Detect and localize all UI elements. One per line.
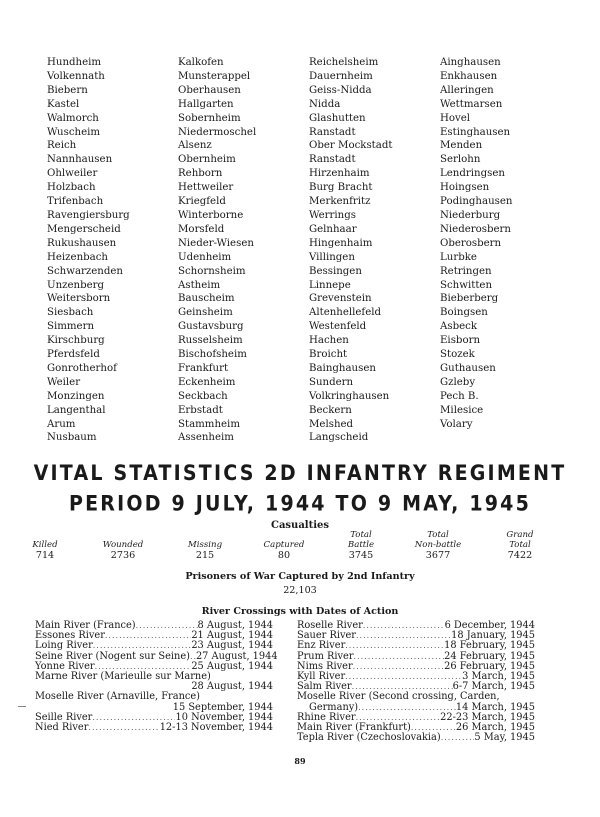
town-name: Munsterappel	[178, 70, 251, 82]
town-name: Niedermoschel	[178, 126, 257, 138]
town-name: Rukushausen	[47, 237, 117, 249]
river-date: 15 September, 1944	[172, 701, 273, 713]
town-name: Morsfeld	[178, 223, 225, 235]
town-name: Simmern	[47, 321, 95, 333]
town-name: Russelsheim	[178, 335, 243, 347]
town-name: Milesice	[440, 404, 484, 416]
river-date: 10 November, 1944	[175, 711, 273, 723]
river-name: Seine River (Nogent sur Seine)	[35, 650, 190, 662]
town-name: Beckern	[309, 404, 352, 416]
leader-dots	[356, 631, 451, 641]
town-name: Hettweiler	[178, 182, 234, 194]
leader-dots	[136, 621, 198, 631]
town-name: Ravengiersburg	[47, 209, 130, 221]
river-date: 27 August, 1944	[195, 650, 278, 662]
town-name: Bischofsheim	[178, 349, 247, 361]
town-name: Unzenberg	[47, 279, 105, 291]
casualty-label	[398, 530, 478, 550]
river-name: Nims River	[297, 660, 353, 672]
town-name: Schwarzenden	[47, 265, 123, 277]
town-name: Wettmarsen	[440, 98, 503, 110]
river-name: Sauer River	[297, 630, 356, 642]
town-name: Gzleby	[440, 376, 476, 388]
town-name: Bauscheim	[178, 293, 235, 305]
river-date: 14 March, 1945	[455, 701, 535, 713]
town-name: Volary	[440, 418, 473, 430]
casualty-label-main: Non-battle	[414, 539, 462, 550]
leader-dots	[354, 652, 445, 662]
town-name: Guthausen	[440, 362, 496, 374]
town-name: Schwitten	[440, 279, 493, 291]
town-name: Udenheim	[178, 251, 232, 263]
town-name: Estinghausen	[440, 126, 511, 138]
town-name: Alsenz	[178, 140, 212, 152]
town-name: Kriegfeld	[178, 196, 226, 208]
town-name: Volkringhausen	[309, 390, 390, 402]
town-name: Gelnhaar	[309, 223, 357, 235]
town-column-1	[47, 56, 178, 445]
town-name: Langenthal	[47, 404, 106, 416]
town-name: Altenhellefeld	[309, 307, 382, 319]
river-crossings-title: River Crossings with Dates of Action	[201, 606, 399, 617]
casualty-value: 714	[35, 550, 55, 561]
town-name: Rehborn	[178, 168, 223, 180]
town-name: Holzbach	[47, 182, 96, 194]
town-name: Linnepe	[309, 279, 351, 291]
casualty-value: 3745	[348, 550, 374, 561]
town-name: Reichelsheim	[309, 57, 379, 68]
town-name: Bessingen	[309, 265, 362, 277]
river-name: Moselle River (Arnaville, France)	[35, 691, 201, 703]
river-crossings-left	[35, 620, 278, 734]
town-name: Weitersborn	[47, 293, 111, 305]
town-name: Gustavsburg	[178, 321, 244, 333]
town-name: Kastel	[47, 98, 80, 110]
town-name: Assenheim	[178, 432, 234, 444]
town-name: Seckbach	[178, 390, 228, 402]
river-name: Prum River	[297, 650, 354, 662]
river-date: 5 May, 1945	[474, 732, 535, 744]
casualty-label-top: Total	[350, 530, 372, 540]
casualty-label	[244, 530, 324, 550]
town-name: Winterborne	[178, 209, 244, 221]
title-line-2: PERIOD 9 JULY, 1944 TO 9 MAY, 1945	[68, 491, 532, 516]
casualty-label-main: Total	[509, 539, 531, 550]
river-name: Loing River	[35, 640, 93, 652]
town-name: Stammheim	[178, 418, 240, 430]
river-name: Nied River	[35, 722, 89, 734]
river-name: Moselle River (Second crossing, Carden,	[297, 691, 500, 703]
river-date: 24 February, 1945	[444, 650, 535, 662]
town-list	[47, 56, 571, 445]
town-name: Ohlweiler	[47, 168, 98, 180]
town-name: Trifenbach	[47, 196, 104, 208]
town-name: Nannhausen	[47, 154, 113, 166]
town-name: Oberosbern	[440, 237, 502, 249]
town-name: Eckenheim	[178, 376, 236, 388]
town-name: Eisborn	[440, 335, 481, 347]
town-name: Sobernheim	[178, 112, 241, 124]
town-name: Podinghausen	[440, 196, 513, 208]
prisoners-value: 22,103	[283, 585, 317, 596]
casualty-column	[5, 530, 85, 561]
town-name: Geiss-Nidda	[309, 84, 372, 96]
river-date: 25 August, 1944	[191, 660, 273, 672]
town-name: Siesbach	[47, 307, 94, 319]
river-name: Roselle River	[297, 620, 363, 631]
river-date: 18 January, 1945	[451, 630, 535, 642]
town-name: Retringen	[440, 265, 492, 277]
river-date: 22-23 March, 1945	[440, 711, 535, 723]
town-name: Boingsen	[440, 307, 488, 319]
town-name: Niederburg	[440, 209, 501, 221]
casualty-value: 7422	[507, 550, 533, 561]
river-date: 21 August, 1944	[191, 630, 273, 642]
casualty-value: 3677	[425, 550, 451, 561]
town-name: Nidda	[309, 98, 341, 110]
river-date: 26 March, 1945	[455, 722, 535, 734]
town-name: Arum	[47, 418, 76, 430]
casualty-column	[83, 530, 163, 561]
casualty-column	[165, 530, 245, 561]
town-name: Pech B.	[440, 390, 479, 402]
town-column-2	[178, 56, 309, 445]
town-name: Monzingen	[47, 390, 105, 402]
casualty-value: 80	[277, 550, 291, 561]
river-date: 26 February, 1945	[444, 660, 535, 672]
river-date: 18 February, 1945	[444, 640, 535, 652]
title-line-1: VITAL STATISTICS 2D INFANTRY REGIMENT	[33, 461, 567, 486]
town-name: Werrings	[309, 209, 356, 221]
town-name: Oberhausen	[178, 84, 241, 96]
leader-dots	[105, 631, 191, 641]
casualty-value: 2736	[110, 550, 136, 561]
leader-dots	[88, 723, 159, 733]
casualty-label	[83, 530, 163, 550]
river-row	[35, 723, 273, 733]
town-name: Kalkofen	[178, 57, 224, 68]
town-name: Erbstadt	[178, 404, 223, 416]
casualty-column	[244, 530, 324, 561]
town-name: Hoingsen	[440, 182, 490, 194]
town-name: Langscheid	[309, 432, 369, 444]
town-name: Mengerscheid	[47, 223, 121, 235]
leader-dots	[441, 733, 475, 743]
town-name: Astheim	[178, 279, 221, 291]
casualty-label-main: Captured	[263, 539, 305, 550]
river-name: Salm River	[297, 681, 352, 693]
town-name: Geinsheim	[178, 307, 233, 319]
town-name: Kirschburg	[47, 335, 105, 347]
prisoners-title: Prisoners of War Captured by 2nd Infantry	[185, 571, 415, 582]
town-name: Alleringen	[440, 84, 494, 96]
river-date: 23 August, 1944	[191, 640, 273, 652]
casualty-value: 215	[195, 550, 215, 561]
town-name: Menden	[440, 140, 483, 152]
town-name: Ainghausen	[440, 57, 501, 68]
casualty-column	[398, 530, 478, 561]
town-name: Melshed	[309, 418, 354, 430]
river-name: Essones River	[35, 630, 105, 642]
casualty-label-main: Wounded	[102, 539, 144, 550]
town-name: Hingenhaim	[309, 237, 373, 249]
town-name: Hachen	[309, 335, 349, 347]
town-name: Bainghausen	[309, 362, 376, 374]
river-date: 28 August, 1944	[191, 681, 273, 693]
river-name: Seille River	[35, 711, 93, 723]
river-date: 8 August, 1944	[197, 620, 273, 631]
town-name: Lendringsen	[440, 168, 505, 180]
river-name: Tepla River (Czechoslovakia)	[297, 732, 441, 744]
casualty-label	[5, 530, 85, 550]
town-name: Nieder-Wiesen	[178, 237, 254, 249]
town-name: Serlohn	[440, 154, 481, 166]
leader-dots	[345, 672, 462, 682]
town-name: Villingen	[309, 251, 355, 263]
river-name-cont: Germany)	[309, 701, 359, 713]
town-name: Merkenfritz	[309, 196, 371, 208]
town-column-3	[309, 56, 440, 445]
casualties-header: Casualties	[270, 520, 330, 531]
river-name: Yonne River	[35, 660, 95, 672]
town-name: Broicht	[309, 349, 348, 361]
town-name: Hovel	[440, 112, 471, 124]
casualty-column	[321, 530, 401, 561]
casualty-label-main: Battle	[347, 539, 375, 550]
town-name: Weiler	[47, 376, 81, 388]
town-name: Nusbaum	[47, 432, 97, 444]
river-row	[297, 733, 535, 743]
leader-dots	[363, 621, 445, 631]
river-crossings-right	[297, 621, 535, 743]
town-name: Walmorch	[47, 112, 99, 124]
town-name: Volkennath	[47, 70, 105, 82]
town-name: Westenfeld	[309, 321, 367, 333]
margin-mark	[18, 706, 26, 707]
town-name: Lurbke	[440, 251, 477, 263]
river-date: 6 December, 1944	[444, 620, 535, 631]
town-name: Bieberberg	[440, 293, 499, 305]
casualty-label	[321, 530, 401, 550]
river-date: 6-7 March, 1945	[452, 681, 535, 693]
casualty-label-top: Grand	[506, 530, 534, 540]
town-name: Glashutten	[309, 112, 366, 124]
town-name: Burg Bracht	[309, 182, 373, 194]
river-name: Main River (Frankfurt)	[297, 722, 411, 734]
town-name: Stozek	[440, 349, 475, 361]
town-name: Sundern	[309, 376, 354, 388]
page-number: 89	[294, 756, 306, 766]
river-name: Enz River	[297, 640, 346, 652]
river-name: Main River (France)	[35, 620, 136, 631]
town-name: Ranstadt	[309, 154, 356, 166]
town-name: Asbeck	[440, 321, 478, 333]
river-name: Kyll River	[297, 671, 346, 683]
river-name: Marne River (Marieulle sur Marne)	[35, 671, 211, 683]
town-name: Schornsheim	[178, 265, 246, 277]
river-name: Rhine River	[297, 711, 356, 723]
casualty-column	[480, 530, 560, 561]
vital-statistics-title	[0, 459, 600, 519]
river-date: 12-13 November, 1944	[159, 722, 273, 734]
casualty-label	[480, 530, 560, 550]
town-name: Ober Mockstadt	[309, 140, 393, 152]
town-name: Obernheim	[178, 154, 236, 166]
town-name: Reich	[47, 140, 77, 152]
town-column-4	[440, 56, 571, 445]
town-name: Wuscheim	[47, 126, 101, 138]
town-name: Gonrotherhof	[47, 362, 117, 374]
town-name: Hundheim	[47, 57, 102, 68]
town-name: Hirzenhaim	[309, 168, 370, 180]
leader-dots	[345, 641, 444, 651]
casualty-label-main: Killed	[32, 539, 58, 550]
town-name: Pferdsfeld	[47, 349, 100, 361]
leader-dots	[353, 662, 445, 672]
casualty-label-top: Total	[427, 530, 449, 540]
town-name: Biebern	[47, 84, 88, 96]
town-name: Grevenstein	[309, 293, 372, 305]
town-name: Frankfurt	[178, 362, 229, 374]
town-name: Hallgarten	[178, 98, 234, 110]
casualty-label	[165, 530, 245, 550]
town-name: Heizenbach	[47, 251, 108, 263]
river-date: 3 March, 1945	[462, 671, 535, 683]
town-name: Dauernheim	[309, 70, 373, 82]
town-name: Niederosbern	[440, 223, 511, 235]
town-name: Ranstadt	[309, 126, 356, 138]
casualty-label-main: Missing	[187, 539, 223, 550]
town-name: Enkhausen	[440, 70, 498, 82]
